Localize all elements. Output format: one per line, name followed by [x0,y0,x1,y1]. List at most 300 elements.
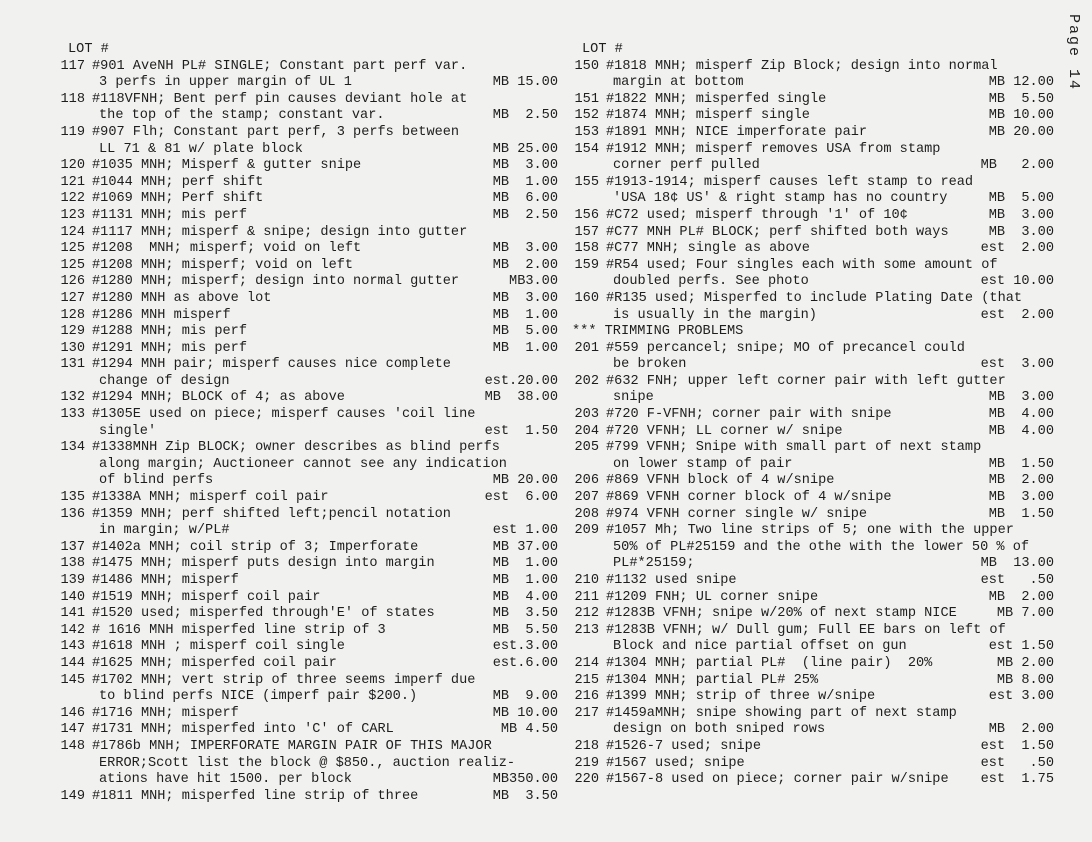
lot-number: 123 [60,207,85,223]
lot-item [58,573,558,590]
lot-description: #632 FNH; upper left corner pair with left gutter [606,373,1006,389]
lot-line [58,473,558,490]
lot-line [572,490,1054,507]
left-column [58,42,558,805]
lot-item [572,208,1054,225]
lot-number: 124 [60,224,85,240]
lot-price: MB 2.00 [980,158,1054,174]
lot-description: single' [99,423,157,439]
lot-item [58,556,558,573]
lot-number: 149 [60,788,85,804]
lot-description: #1044 MNH; perf shift [92,174,264,190]
lot-description: on lower stamp of pair [613,456,793,472]
lot-line [58,241,558,258]
lot-price: MB 1.00 [492,174,558,190]
lot-number: 141 [60,606,85,622]
lot-line [58,125,558,142]
lot-number: 128 [60,307,85,323]
lot-price: est 2.00 [980,241,1054,257]
lot-number: 202 [574,373,599,389]
lot-number: 125 [60,257,85,273]
lot-number: 208 [574,506,599,522]
lot-line [58,291,558,308]
lot-line [572,756,1054,773]
lot-item [572,341,1054,374]
lot-description: #1567-8 used on piece; corner pair w/snipe [606,772,949,788]
lot-line [572,623,1054,640]
lot-number: 205 [574,440,599,456]
lot-number: 155 [574,174,599,190]
lot-price: MB 3.00 [492,290,558,306]
lot-number: 138 [60,556,85,572]
lot-description: #1891 MNH; NICE imperforate pair [606,124,868,140]
lot-line [572,191,1054,208]
lot-number: 119 [60,124,85,140]
lot-price: MB 9.00 [492,689,558,705]
lot-line [572,59,1054,76]
lot-item [58,59,558,92]
lot-number: 152 [574,108,599,124]
lot-description: ERROR;Scott list the block @ $850., auction realiz- [99,755,516,771]
lot-description: #1057 Mh; Two line strips of 5; one with the upper [606,523,1014,539]
lot-price: est 6.00 [484,490,558,506]
lot-price: est.3.00 [492,639,558,655]
lot-description: #1486 MNH; misperf [92,573,239,588]
right-column [572,42,1054,789]
lot-line [572,573,1054,590]
section-heading [572,324,1054,341]
lot-number: 143 [60,639,85,655]
lot-line [58,507,558,524]
lot-line [572,390,1054,407]
lot-line [58,457,558,474]
lot-number-spacer [58,142,92,159]
lot-description: LL 71 & 81 w/ plate block [99,141,303,157]
lot-number-spacer [58,374,92,391]
lot-price: MB 20.00 [492,473,558,489]
lot-item [572,424,1054,441]
lot-description: 50% of PL#25159 and the othe with the lower 50 % of [613,539,1030,555]
lot-price: MB 3.00 [988,224,1054,240]
lot-price: est 3.00 [988,689,1054,705]
lot-number-spacer [572,722,606,739]
lot-price: MB 4.00 [492,589,558,605]
lot-number: 201 [574,340,599,356]
lot-item [572,606,1054,623]
lot-description: #1208 MNH; misperf; void on left [92,257,354,273]
lot-number-spacer [572,639,606,656]
lot-line [58,75,558,92]
lot-description: #1618 MNH ; misperf coil single [92,639,345,655]
lot-line [572,274,1054,291]
lot-item [572,490,1054,507]
lot-number: 213 [574,622,599,638]
lot-number-spacer [58,523,92,540]
lot-item [572,739,1054,756]
lot-line [58,523,558,540]
lot-price: MB 2.00 [988,473,1054,489]
lot-price: est .50 [980,573,1054,588]
lot-number-spacer [572,308,606,325]
lot-line [58,540,558,557]
lot-item [572,225,1054,242]
lot-description: #1304 MNH; partial PL# (line pair) 20% [606,655,933,671]
lot-number: 219 [574,755,599,771]
lot-number: 147 [60,722,85,738]
lot-number: 120 [60,158,85,174]
lot-number: 144 [60,655,85,671]
lot-item [572,258,1054,291]
lot-description: #901 AveNH PL# SINGLE; Constant part perf var. [92,58,468,74]
lot-line [58,573,558,590]
lot-price: MB 37.00 [492,539,558,555]
lot-line [572,556,1054,573]
lot-description: change of design [99,373,230,389]
lot-description: doubled perfs. See photo [613,274,809,290]
lot-description: #974 VFNH corner single w/ snipe [606,506,868,522]
lot-description: #1912 MNH; misperf removes USA from stamp [606,141,941,157]
lot-line [572,225,1054,242]
lot-number-spacer [58,457,92,474]
lot-price: MB 2.00 [996,655,1054,671]
lot-line [58,606,558,623]
lot-description: #1822 MNH; misperfed single [606,91,827,107]
lot-price: MB 15.00 [492,75,558,91]
lot-line [572,606,1054,623]
lot-number-spacer [58,424,92,441]
lot-description: #1567 used; snipe [606,755,745,771]
lot-price: est 10.00 [980,274,1054,290]
lot-number: 129 [60,324,85,340]
lot-number: 126 [60,274,85,290]
lot-price: est 1.75 [980,772,1054,788]
lot-number: 156 [574,207,599,223]
lot-number: 136 [60,506,85,522]
lot-number-spacer [572,158,606,175]
lot-number: 160 [574,290,599,306]
lot-number-spacer [572,540,606,557]
lot-line [58,208,558,225]
lot-line [58,108,558,125]
lot-description: snipe [613,390,654,406]
lot-item [58,308,558,325]
lot-description: #720 VFNH; LL corner w/ snipe [606,423,843,439]
lot-item [58,357,558,390]
lot-item [572,125,1054,142]
lot-number: 157 [574,224,599,240]
lot-line [58,59,558,76]
lot-price: MB 38.00 [484,390,558,406]
lot-price: MB 2.00 [492,257,558,273]
lot-line [572,407,1054,424]
lot-description: #1731 MNH; misperfed into 'C' of CARL [92,722,394,738]
lot-number-spacer [572,191,606,208]
lot-line [58,440,558,457]
lot-price: MB 5.50 [492,622,558,638]
lot-description: be broken [613,357,687,373]
lot-description: #1811 MNH; misperfed line strip of three [92,788,419,804]
lot-description: corner perf pulled [613,158,760,174]
lot-description: #C77 MNH PL# BLOCK; perf shifted both ways [606,224,949,240]
lot-line [572,590,1054,607]
lot-item [572,772,1054,789]
lot-price: MB 1.00 [492,573,558,588]
lot-item [58,125,558,158]
lot-item [572,473,1054,490]
lot-number: 145 [60,672,85,688]
lot-number: 117 [60,58,85,74]
lot-line [572,523,1054,540]
lot-line [572,639,1054,656]
lot-line [58,656,558,673]
lot-number: 220 [574,772,599,788]
lot-price: MB 20.00 [988,124,1054,140]
lot-line [572,75,1054,92]
lot-number: 139 [60,573,85,588]
lot-item [58,606,558,623]
lot-number: 140 [60,589,85,605]
lot-item [58,706,558,723]
lot-number: 153 [574,124,599,140]
lot-item [572,407,1054,424]
lot-price: MB 25.00 [492,141,558,157]
lot-description: #799 VFNH; Snipe with small part of next stamp [606,440,982,456]
lot-price: MB 7.00 [996,606,1054,622]
lot-number: 130 [60,340,85,356]
lot-item [572,175,1054,208]
lot-description: PL#*25159; [613,556,695,572]
lot-price: MB 5.00 [492,324,558,340]
lot-description: #1294 MNH; BLOCK of 4; as above [92,390,345,406]
lot-description: #1874 MNH; misperf single [606,108,810,124]
lot-description: is usually in the margin) [613,307,817,323]
lot-description: #869 VFNH block of 4 w/snipe [606,473,835,489]
lot-item [58,789,558,806]
lot-description: #C72 used; misperf through '1' of 10¢ [606,207,908,223]
lot-line [572,258,1054,275]
lot-price: MB 1.50 [988,456,1054,472]
lot-number: 212 [574,606,599,622]
page-number: Page 14 [1065,14,1082,92]
lot-item [572,623,1054,656]
lot-description: #1035 MNH; Misperf & gutter snipe [92,158,362,174]
lot-description: to blind perfs NICE (imperf pair $200.) [99,689,418,705]
lot-line [572,175,1054,192]
lot-item [572,108,1054,125]
lot-item [58,324,558,341]
lot-price: est.6.00 [492,655,558,671]
lot-item [572,756,1054,773]
lot-line [572,125,1054,142]
lot-line [58,639,558,656]
lot-item [58,158,558,175]
lot-price: MB 1.00 [492,556,558,572]
lot-description: #869 VFNH corner block of 4 w/snipe [606,490,892,506]
lot-description: #1283B VFNH; snipe w/20% of next stamp NICE [606,606,957,622]
lot-description: #1913-1914; misperf causes left stamp to read [606,174,974,190]
lot-description: #1131 MNH; mis perf [92,207,247,223]
lot-item [58,590,558,607]
lot-number: 214 [574,655,599,671]
lot-line [58,789,558,806]
lot-line [572,424,1054,441]
lot-line [572,772,1054,789]
lot-item [572,507,1054,524]
lot-line [572,706,1054,723]
lot-price: MB 3.00 [492,241,558,257]
lot-line [58,490,558,507]
lot-line [58,424,558,441]
lot-item [58,639,558,656]
lot-number: 137 [60,539,85,555]
lot-item [58,440,558,490]
lot-description: #1399 MNH; strip of three w/snipe [606,689,876,705]
lot-line [58,341,558,358]
lot-item [572,291,1054,324]
lot-description: #1305E used on piece; misperf causes 'coil line [92,407,476,423]
lot-line [572,689,1054,706]
lot-item [572,374,1054,407]
lot-number: 146 [60,705,85,721]
lot-number: 206 [574,473,599,489]
lot-line [572,291,1054,308]
lot-description: 'USA 18¢ US' & right stamp has no country [613,191,948,207]
lot-number: 210 [574,573,599,588]
lot-item [58,191,558,208]
lot-number-spacer [58,689,92,706]
lot-number: 132 [60,390,85,406]
lot-item [58,341,558,358]
lot-item [58,175,558,192]
lot-item [572,142,1054,175]
lot-item [572,523,1054,573]
lot-number: 142 [60,622,85,638]
lot-description: #C77 MNH; single as above [606,241,810,257]
lot-description: #R135 used; Misperfed to include Plating Date (that [606,290,1023,306]
lot-item [572,590,1054,607]
lot-line [572,739,1054,756]
lot-price: MB3.00 [509,274,558,290]
lot-line [58,142,558,159]
lot-description: 3 perfs in upper margin of UL 1 [99,75,352,91]
lot-description: #1338MNH Zip BLOCK; owner describes as blind perfs [92,440,500,456]
lot-line [58,390,558,407]
lot-description: #1520 used; misperfed through'E' of states [92,606,435,622]
lot-description: # 1616 MNH misperfed line strip of 3 [92,622,386,638]
lot-description: #118VFNH; Bent perf pin causes deviant hole at [92,91,468,107]
lot-price: MB 4.00 [988,423,1054,439]
lot-line [58,92,558,109]
lot-price: MB 10.00 [988,108,1054,124]
lot-number: 218 [574,738,599,754]
lot-line [572,92,1054,109]
lot-description: design on both sniped rows [613,722,826,738]
lot-description: #1359 MNH; perf shifted left;pencil notation [92,506,451,522]
lot-description: along margin; Auctioneer cannot see any indication [99,456,507,472]
lot-number: 133 [60,407,85,423]
lot-line [572,507,1054,524]
lot-number-spacer [58,756,92,773]
lot-number: 121 [60,174,85,190]
lot-item [58,208,558,225]
lot-header: LOT # [582,42,623,57]
lot-line [572,374,1054,391]
lot-item [58,673,558,706]
lot-item [572,573,1054,590]
lot-number: 215 [574,672,599,688]
lot-price: est 1.50 [484,423,558,439]
lot-line [58,175,558,192]
lot-description: #1209 FNH; UL corner snipe [606,589,819,605]
lot-description: #1117 MNH; misperf & snipe; design into gutter [92,224,468,240]
lot-price: MB 3.50 [492,606,558,622]
lot-item [58,490,558,507]
lot-price: est 3.00 [980,357,1054,373]
lot-description: ations have hit 1500. per block [99,772,352,788]
lot-number: 131 [60,357,85,373]
lot-price: MB 3.00 [492,158,558,174]
lot-description: #1294 MNH pair; misperf causes nice complete [92,357,451,373]
lot-number-spacer [572,390,606,407]
lot-description: in margin; w/PL# [99,523,230,539]
lot-number: 203 [574,407,599,423]
lot-number: 125 [60,241,85,257]
lot-price: MB 12.00 [988,75,1054,91]
lot-number: 216 [574,689,599,705]
lot-description: #1526-7 used; snipe [606,738,761,754]
lot-description: #1402a MNH; coil strip of 3; Imperforate [92,539,419,555]
lot-description: margin at bottom [613,75,744,91]
lot-description: #1716 MNH; misperf [92,705,239,721]
lot-item [572,706,1054,739]
lot-price: MB 1.00 [492,340,558,356]
lot-price: MB 2.50 [492,207,558,223]
lot-description: #1069 MNH; Perf shift [92,191,264,207]
lot-price: MB 4.00 [988,407,1054,423]
lot-description: of blind perfs [99,473,214,489]
lot-description: #720 F-VFNH; corner pair with snipe [606,407,892,423]
lot-description: #1291 MNH; mis perf [92,340,247,356]
lot-line [58,274,558,291]
lot-item [58,291,558,308]
section-title: *** TRIMMING PROBLEMS [572,324,744,340]
lot-price: MB 1.50 [988,506,1054,522]
lot-line [572,673,1054,690]
lot-line [58,756,558,773]
lot-item [58,92,558,125]
lot-item [58,241,558,258]
lot-price: MB 5.00 [988,191,1054,207]
lot-line [58,324,558,341]
lot-line [58,689,558,706]
lot-description: #1132 used snipe [606,573,737,588]
lot-price: MB 6.00 [492,191,558,207]
lot-number: 207 [574,490,599,506]
lot-number-spacer [58,473,92,490]
lot-line [58,258,558,275]
lot-line [572,208,1054,225]
lot-description: #559 percancel; snipe; MO of precancel could [606,340,965,356]
lot-line [572,308,1054,325]
lot-line [58,158,558,175]
lot-number: 204 [574,423,599,439]
lot-line [58,772,558,789]
lot-description: #1338A MNH; misperf coil pair [92,490,329,506]
lot-item [58,739,558,789]
lot-line [58,739,558,756]
lot-description: #1702 MNH; vert strip of three seems imperf due [92,672,476,688]
lot-number-spacer [572,556,606,573]
